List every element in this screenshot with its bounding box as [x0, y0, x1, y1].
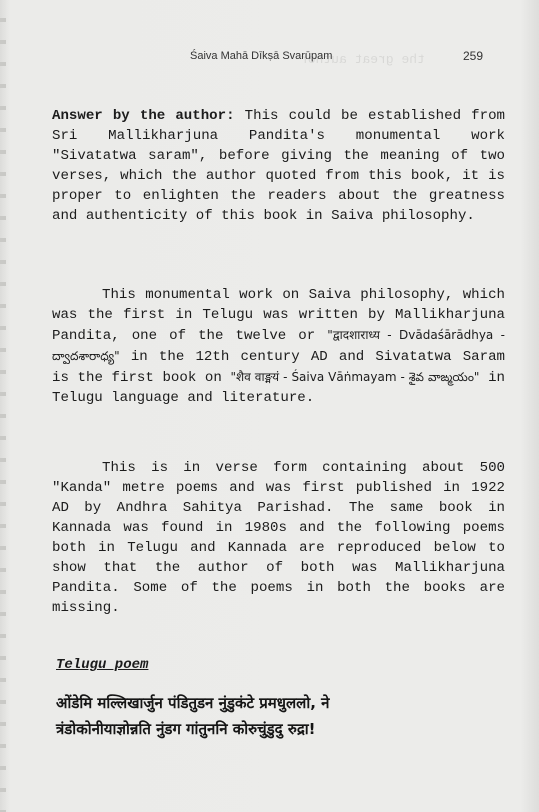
paragraph-monumental-work — [52, 285, 505, 408]
telugu-poem-verse — [56, 690, 506, 742]
paragraph-answer — [52, 106, 505, 226]
verse-line-1: ओंडेमि मल्लिखार्जुन पंडितुडन नुंडुकंटे प्रमधुललो, ने — [56, 694, 330, 712]
bleed-through-text: the great author — [300, 52, 425, 67]
saiva-vanmayam-term: "शैव वाङ्मयं - Śaiva Vāṅmayam - శైవ వాఙ్మయం" — [230, 370, 480, 384]
answer-text: This could be established from Sri Mallikharjuna Pandita's monumental work "Sivatatwa saram", before giving the meaning of two verses, which the author quoted from this book, it is proper to enlighten the readers about the greatness and authenticity of this book in Saiva philosophy. — [52, 108, 505, 224]
page-number: 259 — [463, 49, 484, 63]
paragraph-text: This monumental work on Saiva philosophy, which was the first in Telugu was written by Mallikharjuna Pandita, one of the twelve or — [52, 287, 505, 344]
dvadasaradhya-term: "द्वादशाराध्य - Dvādaśārādhya - ద్వాదశారాధ్య" — [52, 328, 506, 363]
answer-label: Answer by the author: — [52, 108, 235, 124]
paragraph-verse-form — [52, 458, 505, 618]
running-header: Śaiva Mahā Dīkṣā Svarūpam — [190, 50, 333, 62]
paragraph-text: in the 12th century AD and Sivatatwa Saram is the first book on — [52, 349, 505, 386]
paragraph-text: This is in verse form containing about 500 "Kanda" metre poems and was first published in 1922 AD by Andhra Sahitya Parishad. The same book in Kannada was found in 1980s and the following poems both in Telugu and Kannada are reproduced below to show that the author of both was Mallikharjuna Pandita. Some of the poems in both the books are missing. — [52, 460, 505, 616]
telugu-poem-heading: Telugu poem — [56, 657, 149, 673]
verse-line-2: त्रंडोकोनीयाज्ञोन्नति नुंडग गांतुननि कोरुचुंडुदु रुद्रा! — [56, 720, 316, 738]
page-edge — [0, 0, 6, 812]
paragraph-text: in Telugu language and literature. — [52, 370, 505, 406]
